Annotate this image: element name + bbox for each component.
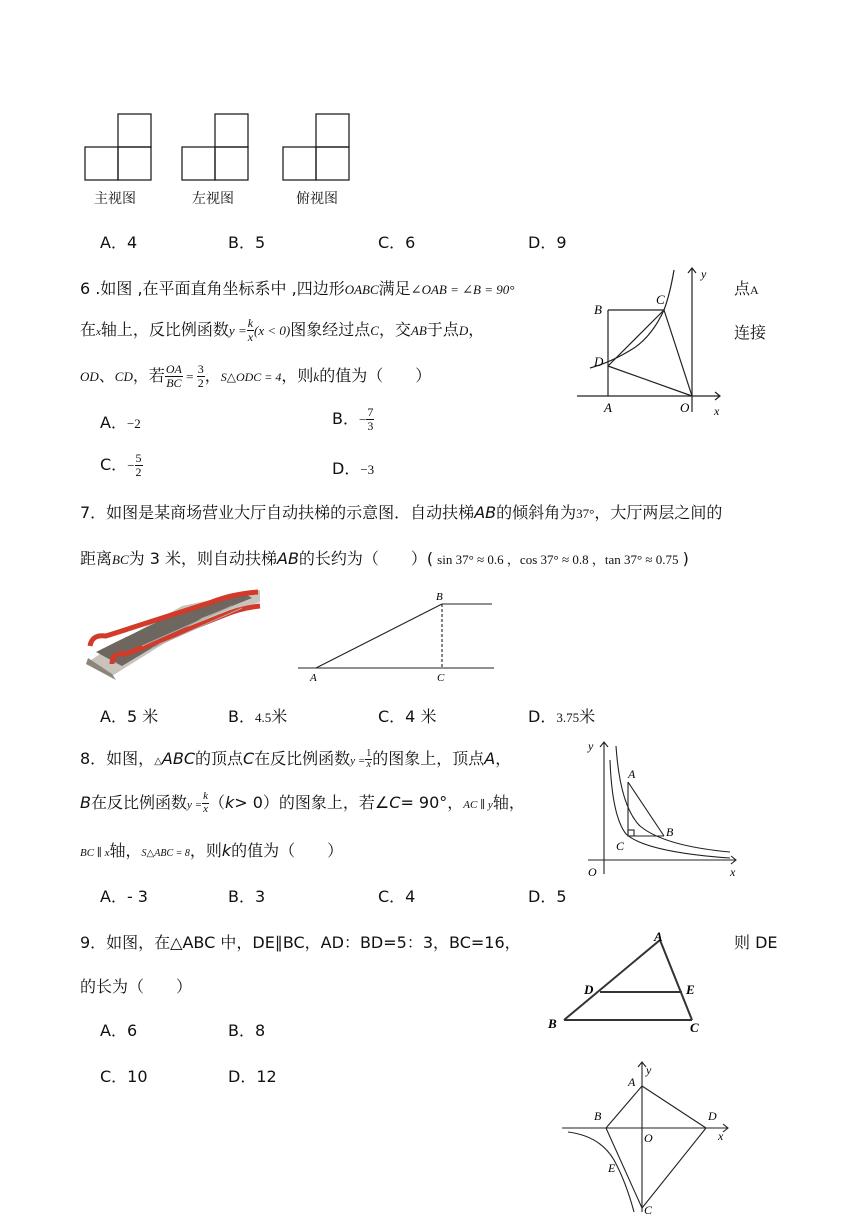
q10-fig-label-b: B [594,1109,602,1123]
q10-fig-label-a: A [628,1075,636,1089]
q9-option-d[interactable]: D．12 [228,1067,277,1086]
q8-fig-label-y: y [588,739,594,753]
q9-option-b[interactable]: B．8 [228,1021,266,1040]
q7-option-c[interactable]: C．4 米 [378,707,437,726]
q8-option-c[interactable]: C．4 [378,887,416,906]
q7-fig-label-a: A [310,672,317,682]
q8-option-a[interactable]: A．- 3 [100,887,148,906]
q9-fig-label-e: E [686,982,695,997]
q6-line3: OD、CD，若 $\frac{OA}{BC}$ = $\frac{3}{2}$ ，S△ODC = 4，则k的值为（ ） [80,362,432,390]
q6-fig-label-y: y [701,267,707,281]
q8-fig-label-x: x [730,865,736,879]
q10-fig-label-o: O [644,1131,653,1145]
q8-line1: 8．如图，△ABC的顶点C在反比例函数y = $\frac{1}{x}$ 的图象上，顶点A， [80,747,512,770]
q8-fig-label-b: B [666,825,674,839]
q6-fig-label-a: A [604,400,612,415]
q8-line3: BC ∥ x轴，S△ABC = 8，则k的值为（ ） [80,841,344,860]
q6-option-b[interactable]: B．− $\frac{7}{3}$ [332,405,374,433]
q5-option-a[interactable]: A．4 [100,233,138,252]
q6-option-a[interactable]: A．−2 [100,413,141,432]
q10-fig-label-d: D [708,1109,717,1123]
q9-figure [542,930,722,1034]
top-view-label: 俯视图 [296,191,338,207]
q5-option-b[interactable]: B．5 [228,233,266,252]
q8-fig-label-c: C [616,839,625,853]
q8-figure [584,736,744,882]
q9-fig-label-d: D [584,982,594,997]
q6-fig-label-b: B [594,302,602,317]
q7-fig-label-c: C [437,672,445,682]
q7-option-a[interactable]: A．5 米 [100,707,159,726]
q9-fig-label-b: B [548,1016,557,1031]
q6-option-d[interactable]: D．−3 [332,459,375,478]
q9-fig-label-a: A [654,930,663,944]
q6-fig-label-d: D [594,354,604,369]
q8-option-d[interactable]: D．5 [528,887,567,906]
q9-line2: 的长为（ ） [80,977,193,996]
q9-line1-right: 则 DE [734,933,778,952]
q8-fig-label-o: O [588,865,597,879]
q7-option-d[interactable]: D．3.75米 [528,707,596,726]
q8-line2: B在反比例函数y = $\frac{k}{x}$ （k> 0）的图象上，若∠C= 90°，AC ∥ y轴， [80,790,525,815]
q7-figure [296,590,496,682]
q6-option-c[interactable]: C．− $\frac{5}{2}$ [100,451,142,479]
q9-option-c[interactable]: C．10 [100,1067,148,1086]
q7-line2: 距离BC为 3 米，则自动扶梯AB的长约为（ ）( sin 37° ≈ 0.6 ，cos 37° ≈ 0.8 ，tan 37° ≈ 0.75 ) [80,549,689,568]
q10-figure [560,1056,740,1216]
q10-fig-label-c: C [644,1203,653,1216]
q9-line1: 9．如图，在△ABC 中，DE∥BC，AD：BD=5：3，BC=16， [80,933,521,952]
q6-fig-label-c: C [656,292,665,307]
q8-option-b[interactable]: B．3 [228,887,266,906]
q6-figure [572,262,732,422]
q10-fig-label-e: E [608,1161,616,1175]
front-view-label: 主视图 [94,191,136,207]
q5-option-c[interactable]: C．6 [378,233,416,252]
q10-fig-label-x: x [718,1129,724,1143]
left-view-label: 左视图 [192,191,234,207]
q6-line1: 6 .如图 ,在平面直角坐标系中 ,四边形OABC满足∠OAB = ∠B = 90° [80,279,515,298]
q7-line1: 7．如图是某商场营业大厅自动扶梯的示意图．自动扶梯AB的倾斜角为37°，大厅两层之间的 [80,503,723,522]
q8-fig-label-a: A [628,767,636,781]
q6-fig-label-x: x [714,404,720,418]
q7-fig-label-b: B [436,591,443,603]
q6-fig-label-o: O [680,400,690,415]
q10-fig-label-y: y [646,1063,652,1077]
q6-line2-right: 连接 [734,323,767,342]
escalator-photo [82,586,262,680]
q5-option-d[interactable]: D．9 [528,233,567,252]
q9-option-a[interactable]: A．6 [100,1021,138,1040]
q6-line1-right: 点A [734,279,759,298]
q9-fig-label-c: C [690,1020,699,1034]
q7-option-b[interactable]: B．4.5米 [228,707,288,726]
q6-line2: 在x轴上，反比例函数y = $\frac{k}{x}$ (x < 0)图象经过点C，交AB于点D， [80,316,485,344]
